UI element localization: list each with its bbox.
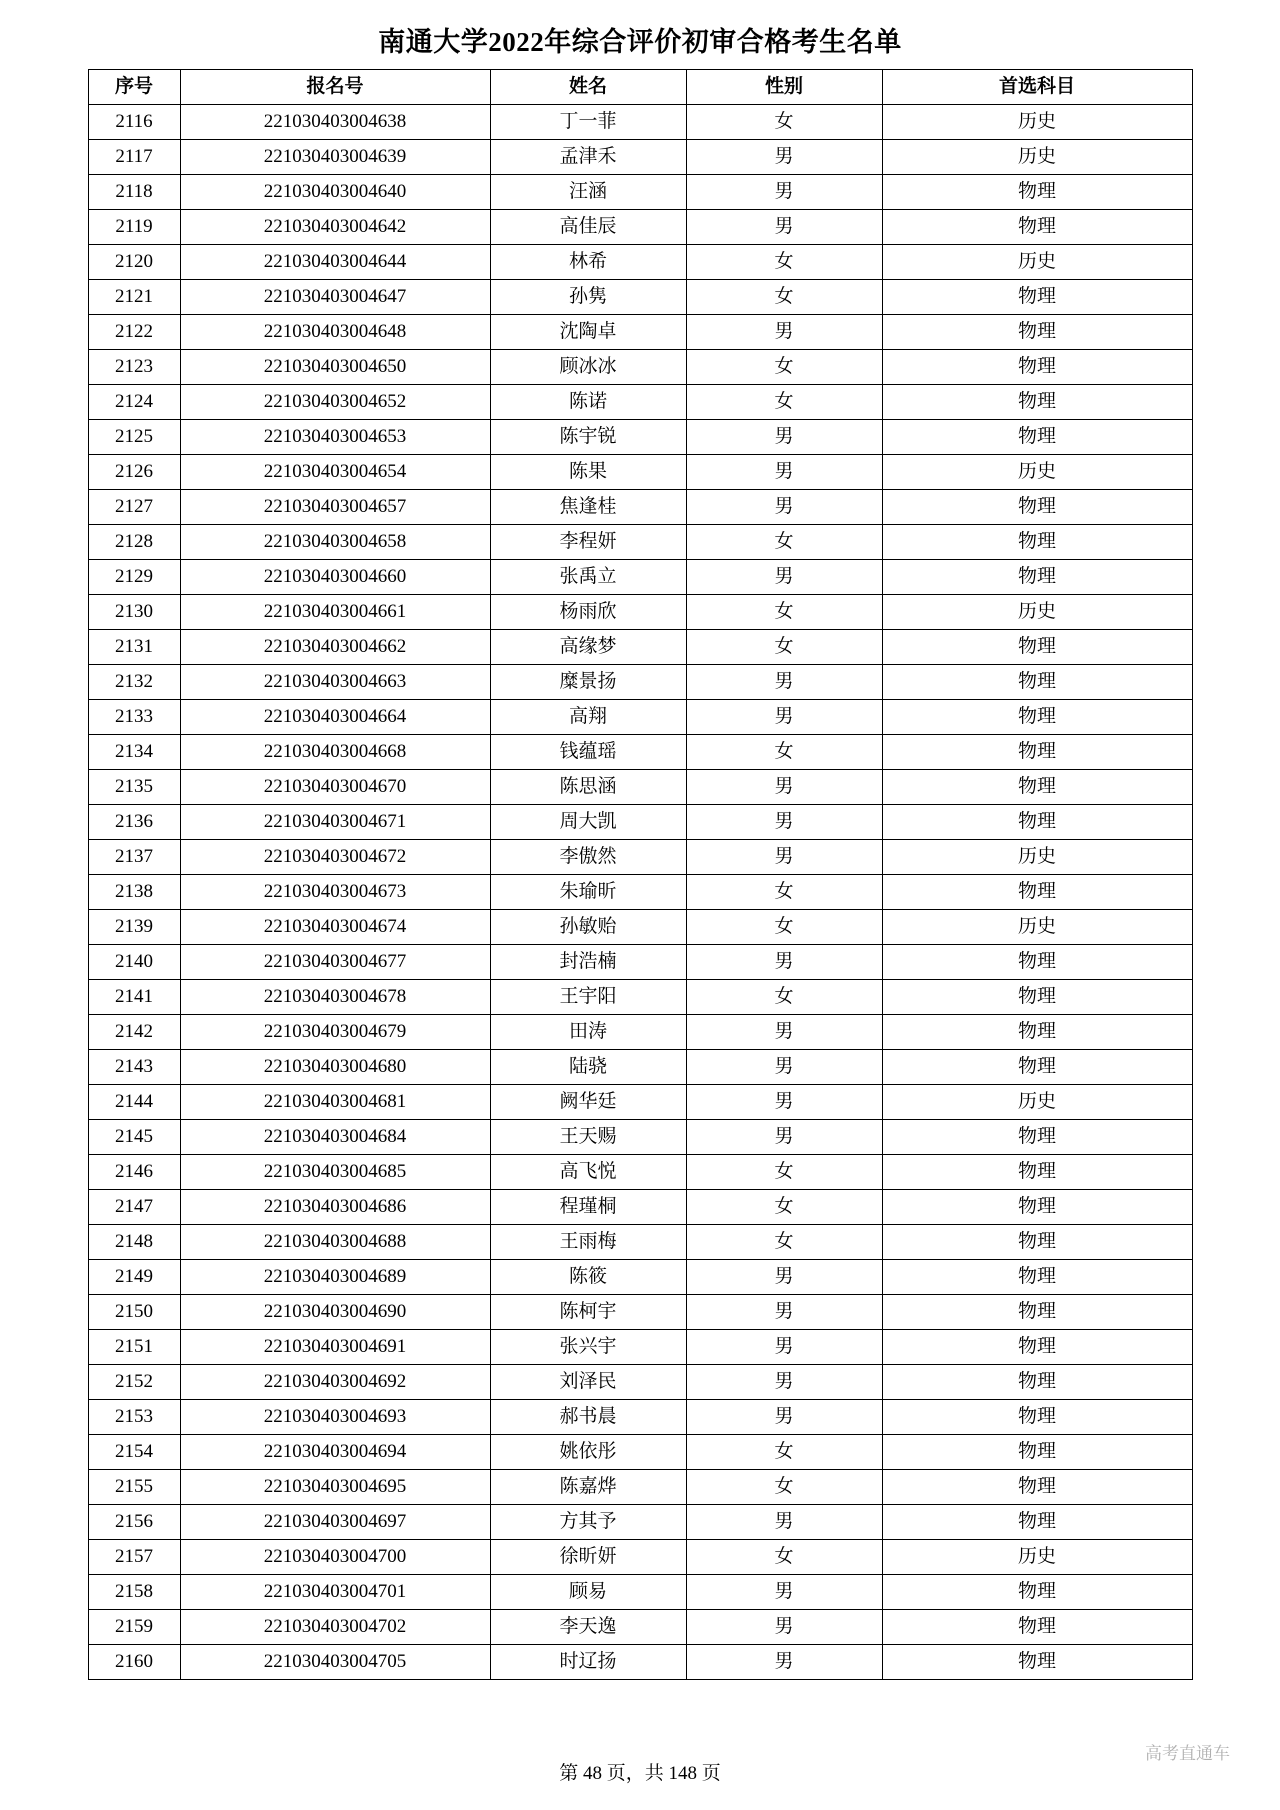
cell-gender: 女 (686, 980, 882, 1015)
table-row (88, 525, 1192, 560)
cell-name: 沈陶卓 (490, 315, 686, 350)
table-row (88, 175, 1192, 210)
cell-first-subject: 物理 (882, 1225, 1192, 1260)
cell-name: 李程妍 (490, 525, 686, 560)
cell-first-subject: 物理 (882, 560, 1192, 595)
cell-registration-number: 221030403004692 (180, 1365, 490, 1400)
cell-sequence: 2125 (88, 420, 180, 455)
table-row (88, 735, 1192, 770)
table-row (88, 1610, 1192, 1645)
page-number-label: 第 48 页，共 148 页 (559, 1763, 721, 1784)
cell-registration-number: 221030403004658 (180, 525, 490, 560)
cell-name: 徐昕妍 (490, 1540, 686, 1575)
cell-name: 陈诺 (490, 385, 686, 420)
cell-sequence: 2127 (88, 490, 180, 525)
cell-registration-number: 221030403004654 (180, 455, 490, 490)
cell-gender: 男 (686, 1400, 882, 1435)
cell-gender: 男 (686, 490, 882, 525)
table-row (88, 280, 1192, 315)
cell-sequence: 2134 (88, 735, 180, 770)
cell-registration-number: 221030403004673 (180, 875, 490, 910)
cell-registration-number: 221030403004694 (180, 1435, 490, 1470)
cell-name: 丁一菲 (490, 105, 686, 140)
cell-registration-number: 221030403004680 (180, 1050, 490, 1085)
cell-first-subject: 物理 (882, 420, 1192, 455)
cell-sequence: 2143 (88, 1050, 180, 1085)
table-row (88, 910, 1192, 945)
cell-first-subject: 物理 (882, 1050, 1192, 1085)
table-row (88, 1505, 1192, 1540)
cell-first-subject: 历史 (882, 595, 1192, 630)
table-row (88, 1330, 1192, 1365)
cell-gender: 男 (686, 210, 882, 245)
cell-sequence: 2158 (88, 1575, 180, 1610)
cell-first-subject: 物理 (882, 210, 1192, 245)
cell-registration-number: 221030403004685 (180, 1155, 490, 1190)
cell-registration-number: 221030403004670 (180, 770, 490, 805)
cell-gender: 男 (686, 1505, 882, 1540)
candidate-roster-table (88, 69, 1193, 1680)
cell-registration-number: 221030403004661 (180, 595, 490, 630)
cell-name: 朱瑜昕 (490, 875, 686, 910)
cell-registration-number: 221030403004691 (180, 1330, 490, 1365)
cell-first-subject: 物理 (882, 1260, 1192, 1295)
cell-first-subject: 物理 (882, 1505, 1192, 1540)
table-row (88, 1190, 1192, 1225)
page-footer (0, 1744, 1280, 1788)
table-row (88, 1575, 1192, 1610)
cell-first-subject: 物理 (882, 875, 1192, 910)
table-row (88, 1470, 1192, 1505)
cell-name: 孙敏贻 (490, 910, 686, 945)
cell-registration-number: 221030403004652 (180, 385, 490, 420)
cell-name: 陈嘉烨 (490, 1470, 686, 1505)
cell-gender: 女 (686, 910, 882, 945)
cell-registration-number: 221030403004677 (180, 945, 490, 980)
cell-name: 孟津禾 (490, 140, 686, 175)
cell-gender: 女 (686, 1190, 882, 1225)
cell-sequence: 2155 (88, 1470, 180, 1505)
cell-sequence: 2118 (88, 175, 180, 210)
table-row (88, 945, 1192, 980)
table-row (88, 665, 1192, 700)
table-row (88, 630, 1192, 665)
cell-sequence: 2152 (88, 1365, 180, 1400)
table-row (88, 1365, 1192, 1400)
cell-name: 高飞悦 (490, 1155, 686, 1190)
cell-registration-number: 221030403004690 (180, 1295, 490, 1330)
cell-sequence: 2121 (88, 280, 180, 315)
cell-name: 田涛 (490, 1015, 686, 1050)
cell-name: 汪涵 (490, 175, 686, 210)
cell-sequence: 2130 (88, 595, 180, 630)
table-row (88, 245, 1192, 280)
cell-gender: 女 (686, 1225, 882, 1260)
cell-name: 方其予 (490, 1505, 686, 1540)
cell-name: 孙隽 (490, 280, 686, 315)
cell-sequence: 2128 (88, 525, 180, 560)
cell-name: 陆骁 (490, 1050, 686, 1085)
cell-sequence: 2154 (88, 1435, 180, 1470)
cell-registration-number: 221030403004697 (180, 1505, 490, 1540)
cell-gender: 男 (686, 665, 882, 700)
table-row (88, 770, 1192, 805)
table-row (88, 595, 1192, 630)
cell-gender: 男 (686, 420, 882, 455)
cell-gender: 男 (686, 1365, 882, 1400)
cell-gender: 女 (686, 105, 882, 140)
cell-gender: 男 (686, 1085, 882, 1120)
cell-registration-number: 221030403004664 (180, 700, 490, 735)
cell-name: 高翔 (490, 700, 686, 735)
cell-sequence: 2151 (88, 1330, 180, 1365)
cell-registration-number: 221030403004663 (180, 665, 490, 700)
cell-first-subject: 历史 (882, 455, 1192, 490)
cell-gender: 男 (686, 140, 882, 175)
cell-sequence: 2146 (88, 1155, 180, 1190)
cell-registration-number: 221030403004684 (180, 1120, 490, 1155)
cell-registration-number: 221030403004695 (180, 1470, 490, 1505)
cell-name: 高缘梦 (490, 630, 686, 665)
cell-gender: 男 (686, 1050, 882, 1085)
cell-registration-number: 221030403004672 (180, 840, 490, 875)
cell-first-subject: 物理 (882, 665, 1192, 700)
cell-gender: 男 (686, 1015, 882, 1050)
cell-sequence: 2153 (88, 1400, 180, 1435)
cell-name: 阙华廷 (490, 1085, 686, 1120)
column-header-first-subject: 首选科目 (882, 70, 1192, 105)
cell-name: 张兴宇 (490, 1330, 686, 1365)
cell-name: 程瑾桐 (490, 1190, 686, 1225)
table-row (88, 980, 1192, 1015)
table-row (88, 840, 1192, 875)
cell-gender: 女 (686, 245, 882, 280)
cell-first-subject: 历史 (882, 245, 1192, 280)
cell-first-subject: 物理 (882, 1365, 1192, 1400)
cell-registration-number: 221030403004678 (180, 980, 490, 1015)
cell-first-subject: 物理 (882, 1470, 1192, 1505)
cell-first-subject: 历史 (882, 910, 1192, 945)
table-row (88, 1155, 1192, 1190)
cell-first-subject: 物理 (882, 525, 1192, 560)
table-row (88, 700, 1192, 735)
cell-first-subject: 物理 (882, 735, 1192, 770)
cell-gender: 男 (686, 1120, 882, 1155)
cell-name: 高佳辰 (490, 210, 686, 245)
cell-name: 时辽扬 (490, 1645, 686, 1680)
cell-first-subject: 物理 (882, 1120, 1192, 1155)
cell-name: 陈果 (490, 455, 686, 490)
table-row (88, 1120, 1192, 1155)
table-row (88, 1645, 1192, 1680)
cell-registration-number: 221030403004671 (180, 805, 490, 840)
cell-first-subject: 物理 (882, 945, 1192, 980)
cell-gender: 男 (686, 1330, 882, 1365)
cell-registration-number: 221030403004648 (180, 315, 490, 350)
table-row (88, 420, 1192, 455)
cell-first-subject: 物理 (882, 490, 1192, 525)
cell-name: 姚依彤 (490, 1435, 686, 1470)
cell-sequence: 2140 (88, 945, 180, 980)
cell-first-subject: 物理 (882, 805, 1192, 840)
cell-name: 陈思涵 (490, 770, 686, 805)
cell-registration-number: 221030403004693 (180, 1400, 490, 1435)
cell-first-subject: 物理 (882, 280, 1192, 315)
cell-gender: 男 (686, 805, 882, 840)
cell-registration-number: 221030403004681 (180, 1085, 490, 1120)
watermark-label: 高考直通车 (1145, 1744, 1230, 1763)
cell-sequence: 2116 (88, 105, 180, 140)
cell-gender: 男 (686, 560, 882, 595)
cell-first-subject: 历史 (882, 140, 1192, 175)
cell-sequence: 2137 (88, 840, 180, 875)
cell-registration-number: 221030403004638 (180, 105, 490, 140)
cell-name: 陈柯宇 (490, 1295, 686, 1330)
cell-first-subject: 物理 (882, 630, 1192, 665)
table-row (88, 875, 1192, 910)
cell-registration-number: 221030403004702 (180, 1610, 490, 1645)
cell-gender: 女 (686, 595, 882, 630)
cell-sequence: 2119 (88, 210, 180, 245)
cell-sequence: 2132 (88, 665, 180, 700)
table-row (88, 1015, 1192, 1050)
table-row (88, 315, 1192, 350)
cell-name: 林希 (490, 245, 686, 280)
cell-gender: 女 (686, 630, 882, 665)
column-header-name: 姓名 (490, 70, 686, 105)
cell-gender: 男 (686, 175, 882, 210)
cell-registration-number: 221030403004668 (180, 735, 490, 770)
cell-name: 钱蕴瑶 (490, 735, 686, 770)
cell-sequence: 2144 (88, 1085, 180, 1120)
cell-first-subject: 物理 (882, 1295, 1192, 1330)
cell-name: 焦逢桂 (490, 490, 686, 525)
cell-registration-number: 221030403004705 (180, 1645, 490, 1680)
cell-gender: 女 (686, 735, 882, 770)
cell-name: 张禹立 (490, 560, 686, 595)
cell-registration-number: 221030403004644 (180, 245, 490, 280)
column-header-registration-number: 报名号 (180, 70, 490, 105)
cell-gender: 女 (686, 350, 882, 385)
table-row (88, 1295, 1192, 1330)
cell-gender: 男 (686, 700, 882, 735)
cell-gender: 女 (686, 875, 882, 910)
cell-name: 王雨梅 (490, 1225, 686, 1260)
cell-first-subject: 历史 (882, 840, 1192, 875)
cell-sequence: 2156 (88, 1505, 180, 1540)
cell-sequence: 2145 (88, 1120, 180, 1155)
cell-name: 李傲然 (490, 840, 686, 875)
cell-name: 李天逸 (490, 1610, 686, 1645)
cell-registration-number: 221030403004642 (180, 210, 490, 245)
cell-sequence: 2120 (88, 245, 180, 280)
cell-sequence: 2159 (88, 1610, 180, 1645)
cell-registration-number: 221030403004688 (180, 1225, 490, 1260)
cell-gender: 男 (686, 1295, 882, 1330)
cell-name: 杨雨欣 (490, 595, 686, 630)
cell-gender: 女 (686, 280, 882, 315)
cell-name: 封浩楠 (490, 945, 686, 980)
cell-gender: 女 (686, 1540, 882, 1575)
cell-sequence: 2136 (88, 805, 180, 840)
cell-sequence: 2123 (88, 350, 180, 385)
table-row (88, 105, 1192, 140)
table-row (88, 1085, 1192, 1120)
cell-registration-number: 221030403004700 (180, 1540, 490, 1575)
cell-first-subject: 历史 (882, 1085, 1192, 1120)
table-row (88, 805, 1192, 840)
cell-sequence: 2150 (88, 1295, 180, 1330)
cell-sequence: 2135 (88, 770, 180, 805)
table-row (88, 1225, 1192, 1260)
cell-name: 顾冰冰 (490, 350, 686, 385)
cell-sequence: 2126 (88, 455, 180, 490)
cell-name: 陈筱 (490, 1260, 686, 1295)
cell-registration-number: 221030403004653 (180, 420, 490, 455)
cell-registration-number: 221030403004639 (180, 140, 490, 175)
cell-first-subject: 物理 (882, 385, 1192, 420)
cell-first-subject: 物理 (882, 350, 1192, 385)
cell-sequence: 2122 (88, 315, 180, 350)
cell-gender: 男 (686, 770, 882, 805)
cell-gender: 女 (686, 385, 882, 420)
table-row (88, 1050, 1192, 1085)
table-row (88, 350, 1192, 385)
table-row (88, 455, 1192, 490)
column-header-sequence: 序号 (88, 70, 180, 105)
table-row (88, 385, 1192, 420)
cell-gender: 女 (686, 1435, 882, 1470)
cell-first-subject: 历史 (882, 105, 1192, 140)
cell-first-subject: 物理 (882, 1610, 1192, 1645)
table-row (88, 1260, 1192, 1295)
cell-sequence: 2139 (88, 910, 180, 945)
cell-first-subject: 物理 (882, 770, 1192, 805)
cell-registration-number: 221030403004662 (180, 630, 490, 665)
cell-sequence: 2117 (88, 140, 180, 175)
cell-sequence: 2160 (88, 1645, 180, 1680)
table-row (88, 210, 1192, 245)
cell-first-subject: 历史 (882, 1540, 1192, 1575)
cell-first-subject: 物理 (882, 700, 1192, 735)
cell-registration-number: 221030403004640 (180, 175, 490, 210)
cell-name: 周大凯 (490, 805, 686, 840)
cell-registration-number: 221030403004647 (180, 280, 490, 315)
cell-gender: 男 (686, 945, 882, 980)
cell-first-subject: 物理 (882, 175, 1192, 210)
cell-sequence: 2131 (88, 630, 180, 665)
cell-registration-number: 221030403004686 (180, 1190, 490, 1225)
cell-first-subject: 物理 (882, 1575, 1192, 1610)
cell-first-subject: 物理 (882, 1015, 1192, 1050)
cell-name: 王宇阳 (490, 980, 686, 1015)
cell-sequence: 2129 (88, 560, 180, 595)
cell-registration-number: 221030403004674 (180, 910, 490, 945)
cell-registration-number: 221030403004657 (180, 490, 490, 525)
cell-gender: 女 (686, 1155, 882, 1190)
table-row (88, 1400, 1192, 1435)
cell-gender: 男 (686, 1645, 882, 1680)
cell-first-subject: 物理 (882, 1330, 1192, 1365)
cell-first-subject: 物理 (882, 1435, 1192, 1470)
cell-gender: 女 (686, 1470, 882, 1505)
table-header-row (88, 70, 1192, 105)
table-row (88, 1435, 1192, 1470)
cell-name: 陈宇锐 (490, 420, 686, 455)
cell-sequence: 2124 (88, 385, 180, 420)
cell-sequence: 2149 (88, 1260, 180, 1295)
cell-first-subject: 物理 (882, 315, 1192, 350)
table-row (88, 490, 1192, 525)
cell-registration-number: 221030403004689 (180, 1260, 490, 1295)
cell-gender: 男 (686, 1610, 882, 1645)
cell-registration-number: 221030403004650 (180, 350, 490, 385)
cell-gender: 男 (686, 315, 882, 350)
page-title: 南通大学2022年综合评价初审合格考生名单 (378, 27, 902, 57)
cell-sequence: 2148 (88, 1225, 180, 1260)
cell-gender: 男 (686, 1260, 882, 1295)
table-row (88, 560, 1192, 595)
cell-registration-number: 221030403004660 (180, 560, 490, 595)
cell-name: 刘泽民 (490, 1365, 686, 1400)
cell-sequence: 2157 (88, 1540, 180, 1575)
cell-first-subject: 物理 (882, 1155, 1192, 1190)
cell-name: 郝书晨 (490, 1400, 686, 1435)
cell-sequence: 2138 (88, 875, 180, 910)
cell-gender: 男 (686, 1575, 882, 1610)
cell-registration-number: 221030403004701 (180, 1575, 490, 1610)
cell-gender: 男 (686, 840, 882, 875)
table-row (88, 1540, 1192, 1575)
cell-gender: 女 (686, 525, 882, 560)
cell-registration-number: 221030403004679 (180, 1015, 490, 1050)
cell-first-subject: 物理 (882, 1400, 1192, 1435)
cell-name: 糜景扬 (490, 665, 686, 700)
cell-first-subject: 物理 (882, 1645, 1192, 1680)
column-header-gender: 性别 (686, 70, 882, 105)
cell-sequence: 2133 (88, 700, 180, 735)
cell-name: 顾易 (490, 1575, 686, 1610)
cell-sequence: 2141 (88, 980, 180, 1015)
cell-name: 王天赐 (490, 1120, 686, 1155)
cell-gender: 男 (686, 455, 882, 490)
table-row (88, 140, 1192, 175)
cell-first-subject: 物理 (882, 980, 1192, 1015)
cell-sequence: 2147 (88, 1190, 180, 1225)
cell-first-subject: 物理 (882, 1190, 1192, 1225)
cell-sequence: 2142 (88, 1015, 180, 1050)
